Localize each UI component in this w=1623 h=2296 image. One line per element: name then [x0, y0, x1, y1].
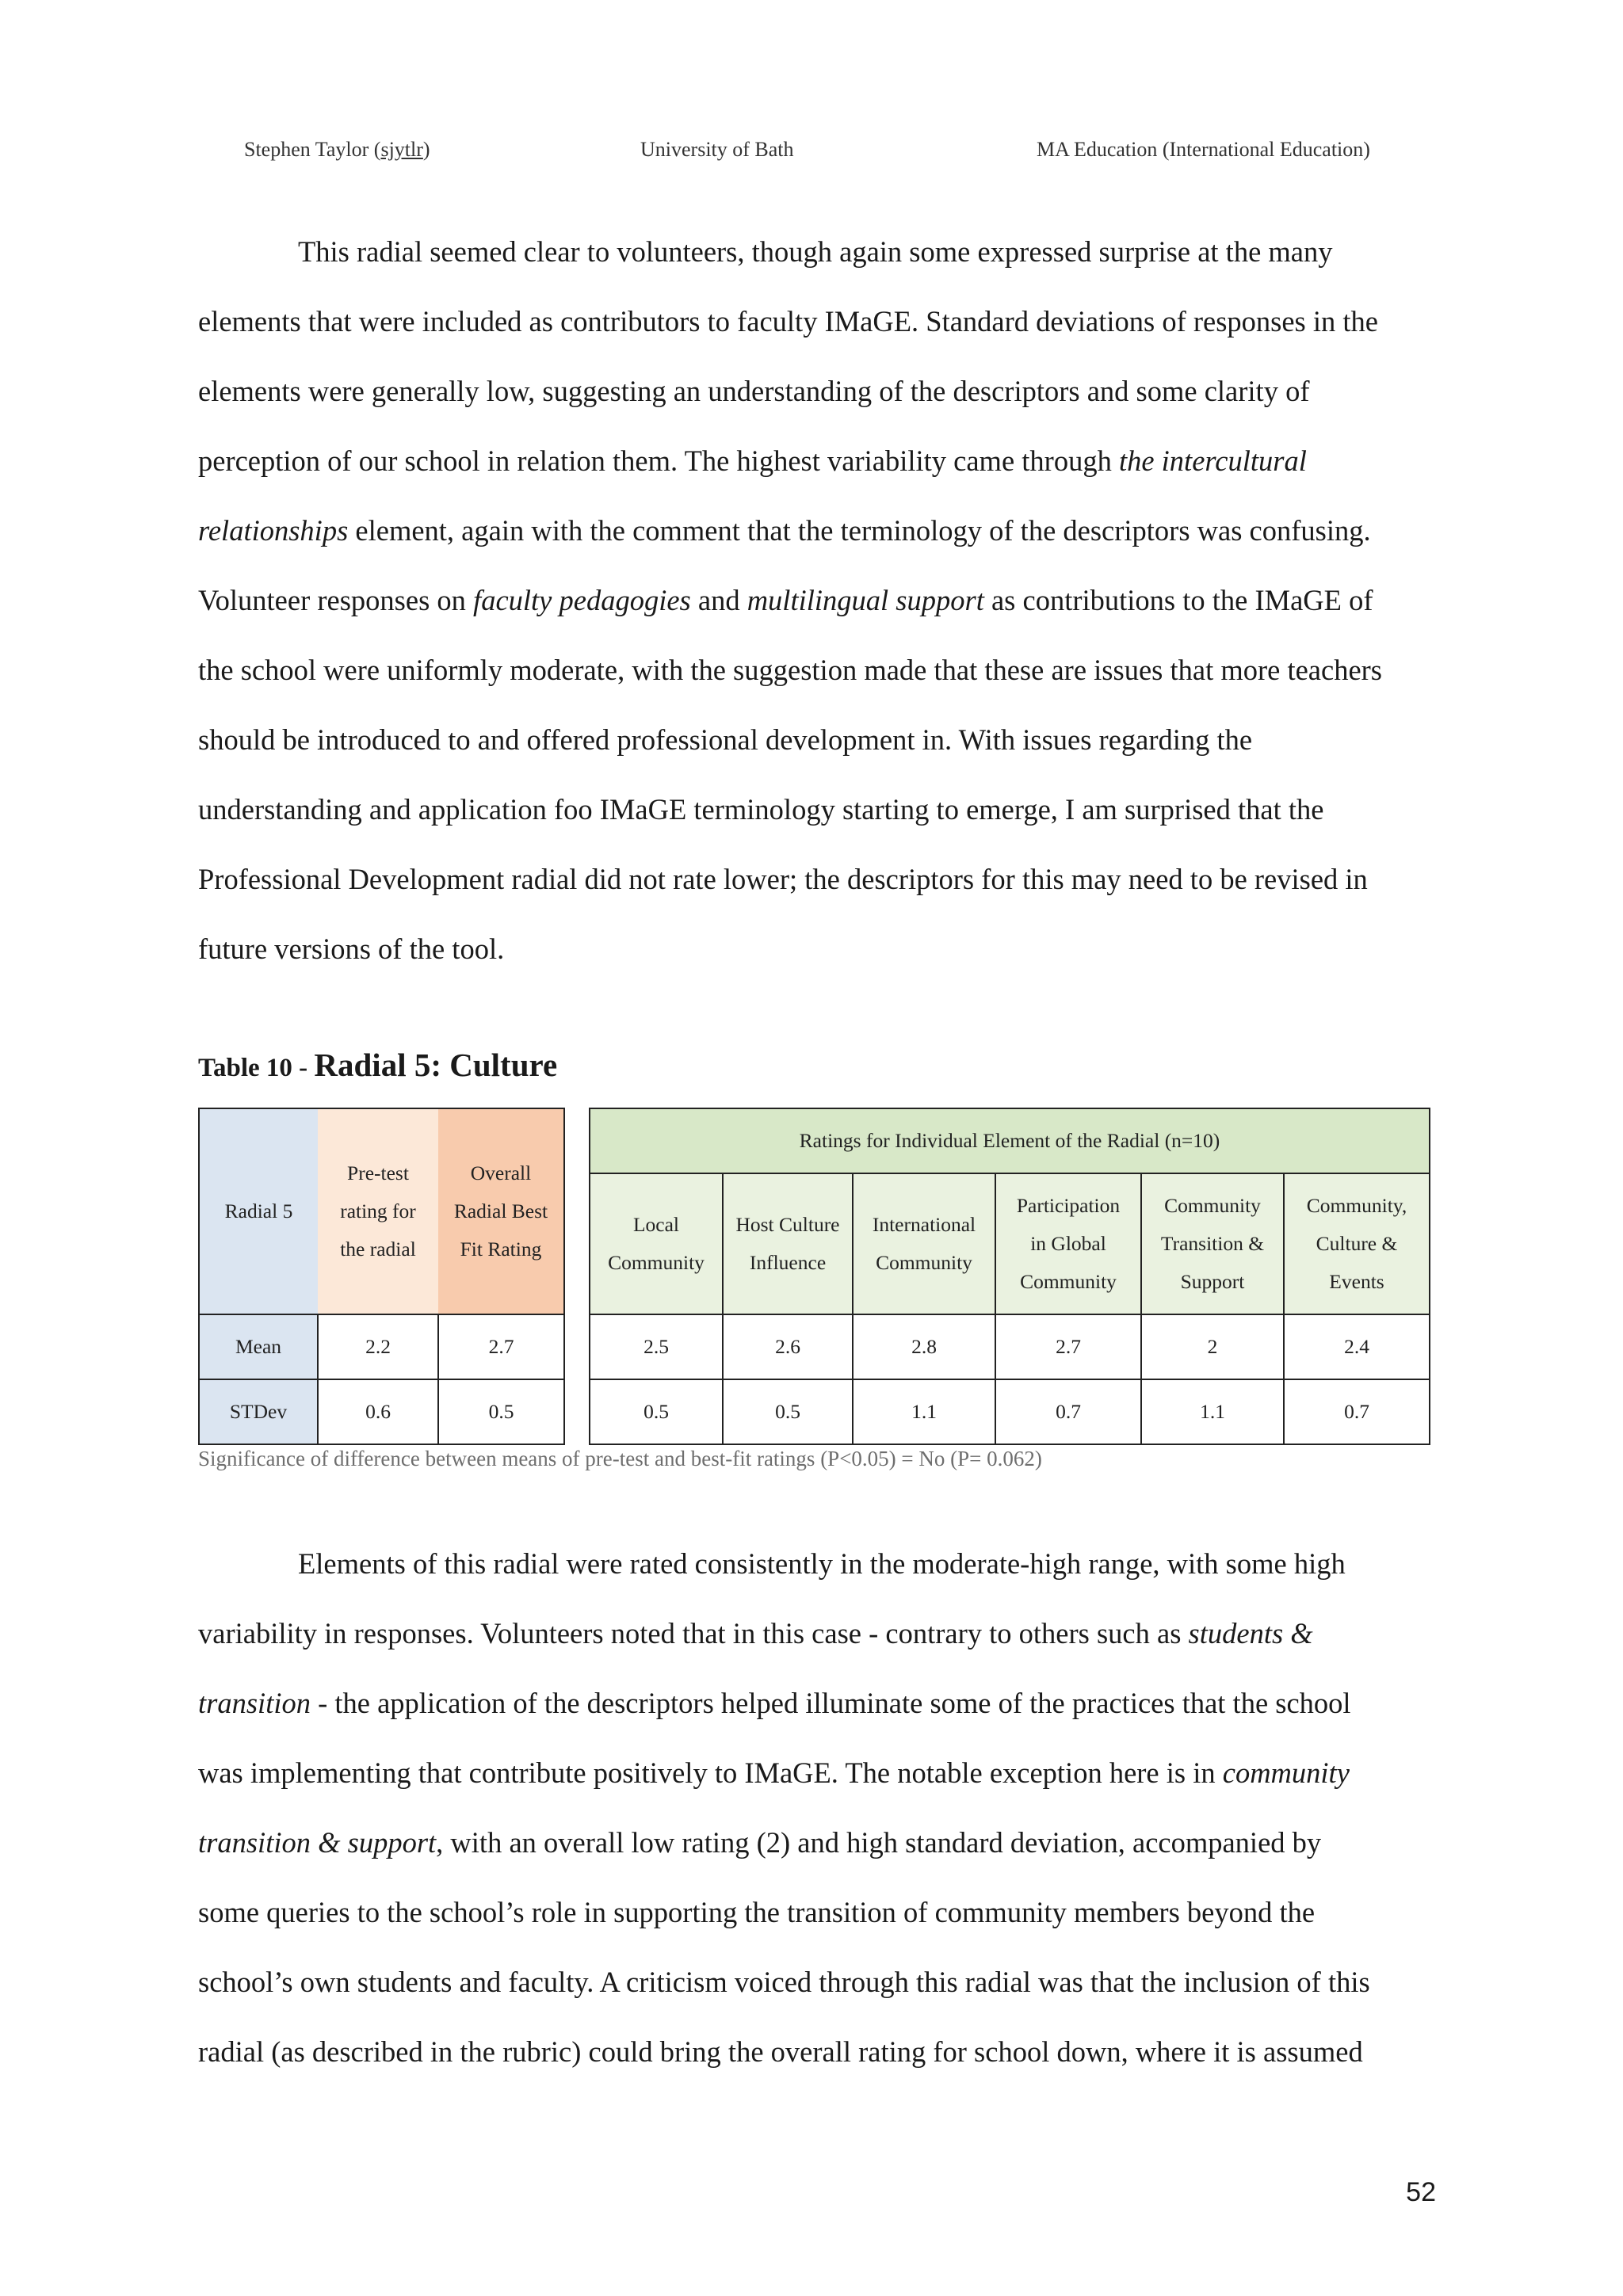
italic-term: relationships	[198, 514, 349, 547]
element-value-cell: 1.1	[853, 1379, 995, 1444]
italic-term: transition	[198, 1687, 311, 1719]
text-line	[198, 566, 1436, 635]
header-university: University of Bath	[640, 138, 794, 161]
element-header-cell: International Community	[853, 1173, 995, 1314]
italic-term: faculty pedagogies	[473, 584, 691, 616]
element-header-cell: Host Culture Influence	[723, 1173, 853, 1314]
element-value-cell: 1.1	[1141, 1379, 1284, 1444]
element-value-cell: 2.5	[590, 1314, 723, 1379]
text-line: should be introduced to and offered professional development in. With issues regarding the	[198, 723, 1253, 756]
italic-term: transition & support	[198, 1826, 437, 1859]
text-line: school’s own students and faculty. A criticism voiced through this radial was that the inclusion of this	[198, 1966, 1370, 1998]
element-header-cell: Community, Culture & Events	[1284, 1173, 1430, 1314]
text-segment: - the application of the descriptors helped illuminate some of the practices that the school	[310, 1687, 1351, 1719]
text-line: This radial seemed clear to volunteers, though again some expressed surprise at the many	[298, 235, 1333, 268]
element-value-cell: 0.7	[1284, 1379, 1430, 1444]
text-line	[198, 1669, 1436, 1738]
header-author: Stephen Taylor (sjytlr)	[244, 138, 430, 161]
italic-term: the intercultural	[1118, 444, 1307, 477]
text-line	[198, 1738, 1436, 1808]
text-line	[198, 496, 1436, 566]
text-line: Elements of this radial were rated consistently in the moderate-high range, with some high	[298, 1547, 1346, 1580]
element-value-cell: 2.7	[995, 1314, 1141, 1379]
text-line: Professional Development radial did not rate lower; the descriptors for this may need to be revised in	[198, 863, 1368, 895]
pretest-value-cell: 2.2	[318, 1314, 438, 1379]
table-row	[199, 1379, 1430, 1444]
row-label-cell: Mean	[199, 1314, 318, 1379]
bestfit-value-cell: 2.7	[438, 1314, 564, 1379]
bestfit-value-cell: 0.5	[438, 1379, 564, 1444]
results-table-wrapper	[198, 1108, 1430, 1445]
text-line: radial (as described in the rubric) could bring the overall rating for school down, where it is assumed	[198, 2035, 1363, 2068]
italic-term: community	[1222, 1756, 1350, 1789]
element-value-cell: 0.7	[995, 1379, 1141, 1444]
element-value-cell: 0.5	[590, 1379, 723, 1444]
italic-term: students &	[1188, 1617, 1313, 1650]
results-table	[198, 1108, 1430, 1445]
element-value-cell: 2.4	[1284, 1314, 1430, 1379]
text-line: the school were uniformly moderate, with the suggestion made that these are issues that more teachers	[198, 654, 1383, 686]
element-header-cell: Local Community	[590, 1173, 723, 1314]
text-segment: as contributions to the IMaGE of	[983, 584, 1373, 616]
element-value-cell: 0.5	[723, 1379, 853, 1444]
text-line: future versions of the tool.	[198, 933, 505, 965]
author-link[interactable]: sjytlr	[380, 138, 423, 161]
table-gap	[564, 1379, 590, 1444]
element-value-cell: 2.8	[853, 1314, 995, 1379]
table-gap	[564, 1108, 590, 1314]
text-line	[198, 1808, 1436, 1878]
text-line: elements were generally low, suggesting an understanding of the descriptors and some clarity of	[198, 375, 1310, 407]
running-header	[0, 138, 1623, 170]
element-value-cell: 2	[1141, 1314, 1284, 1379]
header-program: MA Education (International Education)	[1037, 138, 1370, 161]
element-header-cell: Participation in Global Community	[995, 1173, 1141, 1314]
table-gap	[564, 1314, 590, 1379]
element-header-cell: Community Transition & Support	[1141, 1173, 1284, 1314]
text-segment: perception of our school in relation them. The highest variability came through	[198, 444, 1119, 477]
text-segment: element, again with the comment that the terminology of the descriptors was confusing.	[348, 514, 1371, 547]
text-segment: was implementing that contribute positively to IMaGE. The notable exception here is in	[198, 1756, 1223, 1789]
group-header-cell: Ratings for Individual Element of the Radial (n=10)	[590, 1108, 1430, 1173]
table-title: Table 10 - Radial 5: Culture	[198, 1047, 558, 1083]
table-row	[199, 1314, 1430, 1379]
text-segment: and	[690, 584, 747, 616]
paragraph-2	[198, 1529, 1436, 2087]
text-line: some queries to the school’s role in supporting the transition of community members beyond the	[198, 1896, 1316, 1928]
bestfit-header-cell: Overall Radial Best Fit Rating	[438, 1108, 564, 1314]
text-line	[198, 1599, 1436, 1669]
page-number: 52	[1406, 2177, 1436, 2207]
text-segment: variability in responses. Volunteers noted that in this case - contrary to others such as	[198, 1617, 1189, 1650]
row-label-cell: STDev	[199, 1379, 318, 1444]
text-line	[198, 426, 1436, 496]
pretest-value-cell: 0.6	[318, 1379, 438, 1444]
text-segment: , with an overall low rating (2) and high standard deviation, accompanied by	[436, 1826, 1322, 1859]
text-segment: Volunteer responses on	[198, 584, 474, 616]
significance-note: Significance of difference between means of pre-test and best-fit ratings (P<0.05) = No (P= 0.062)	[198, 1447, 1042, 1470]
pretest-header-cell: Pre-test rating for the radial	[318, 1108, 438, 1314]
text-line: understanding and application foo IMaGE terminology starting to emerge, I am surprised that the	[198, 793, 1324, 826]
italic-term: multilingual support	[747, 584, 984, 616]
element-value-cell: 2.6	[723, 1314, 853, 1379]
data-rows	[199, 1314, 1430, 1444]
radial-label-cell: Radial 5	[199, 1108, 318, 1314]
text-line: elements that were included as contributors to faculty IMaGE. Standard deviations of responses in the	[198, 305, 1378, 338]
paragraph-1	[198, 217, 1436, 984]
